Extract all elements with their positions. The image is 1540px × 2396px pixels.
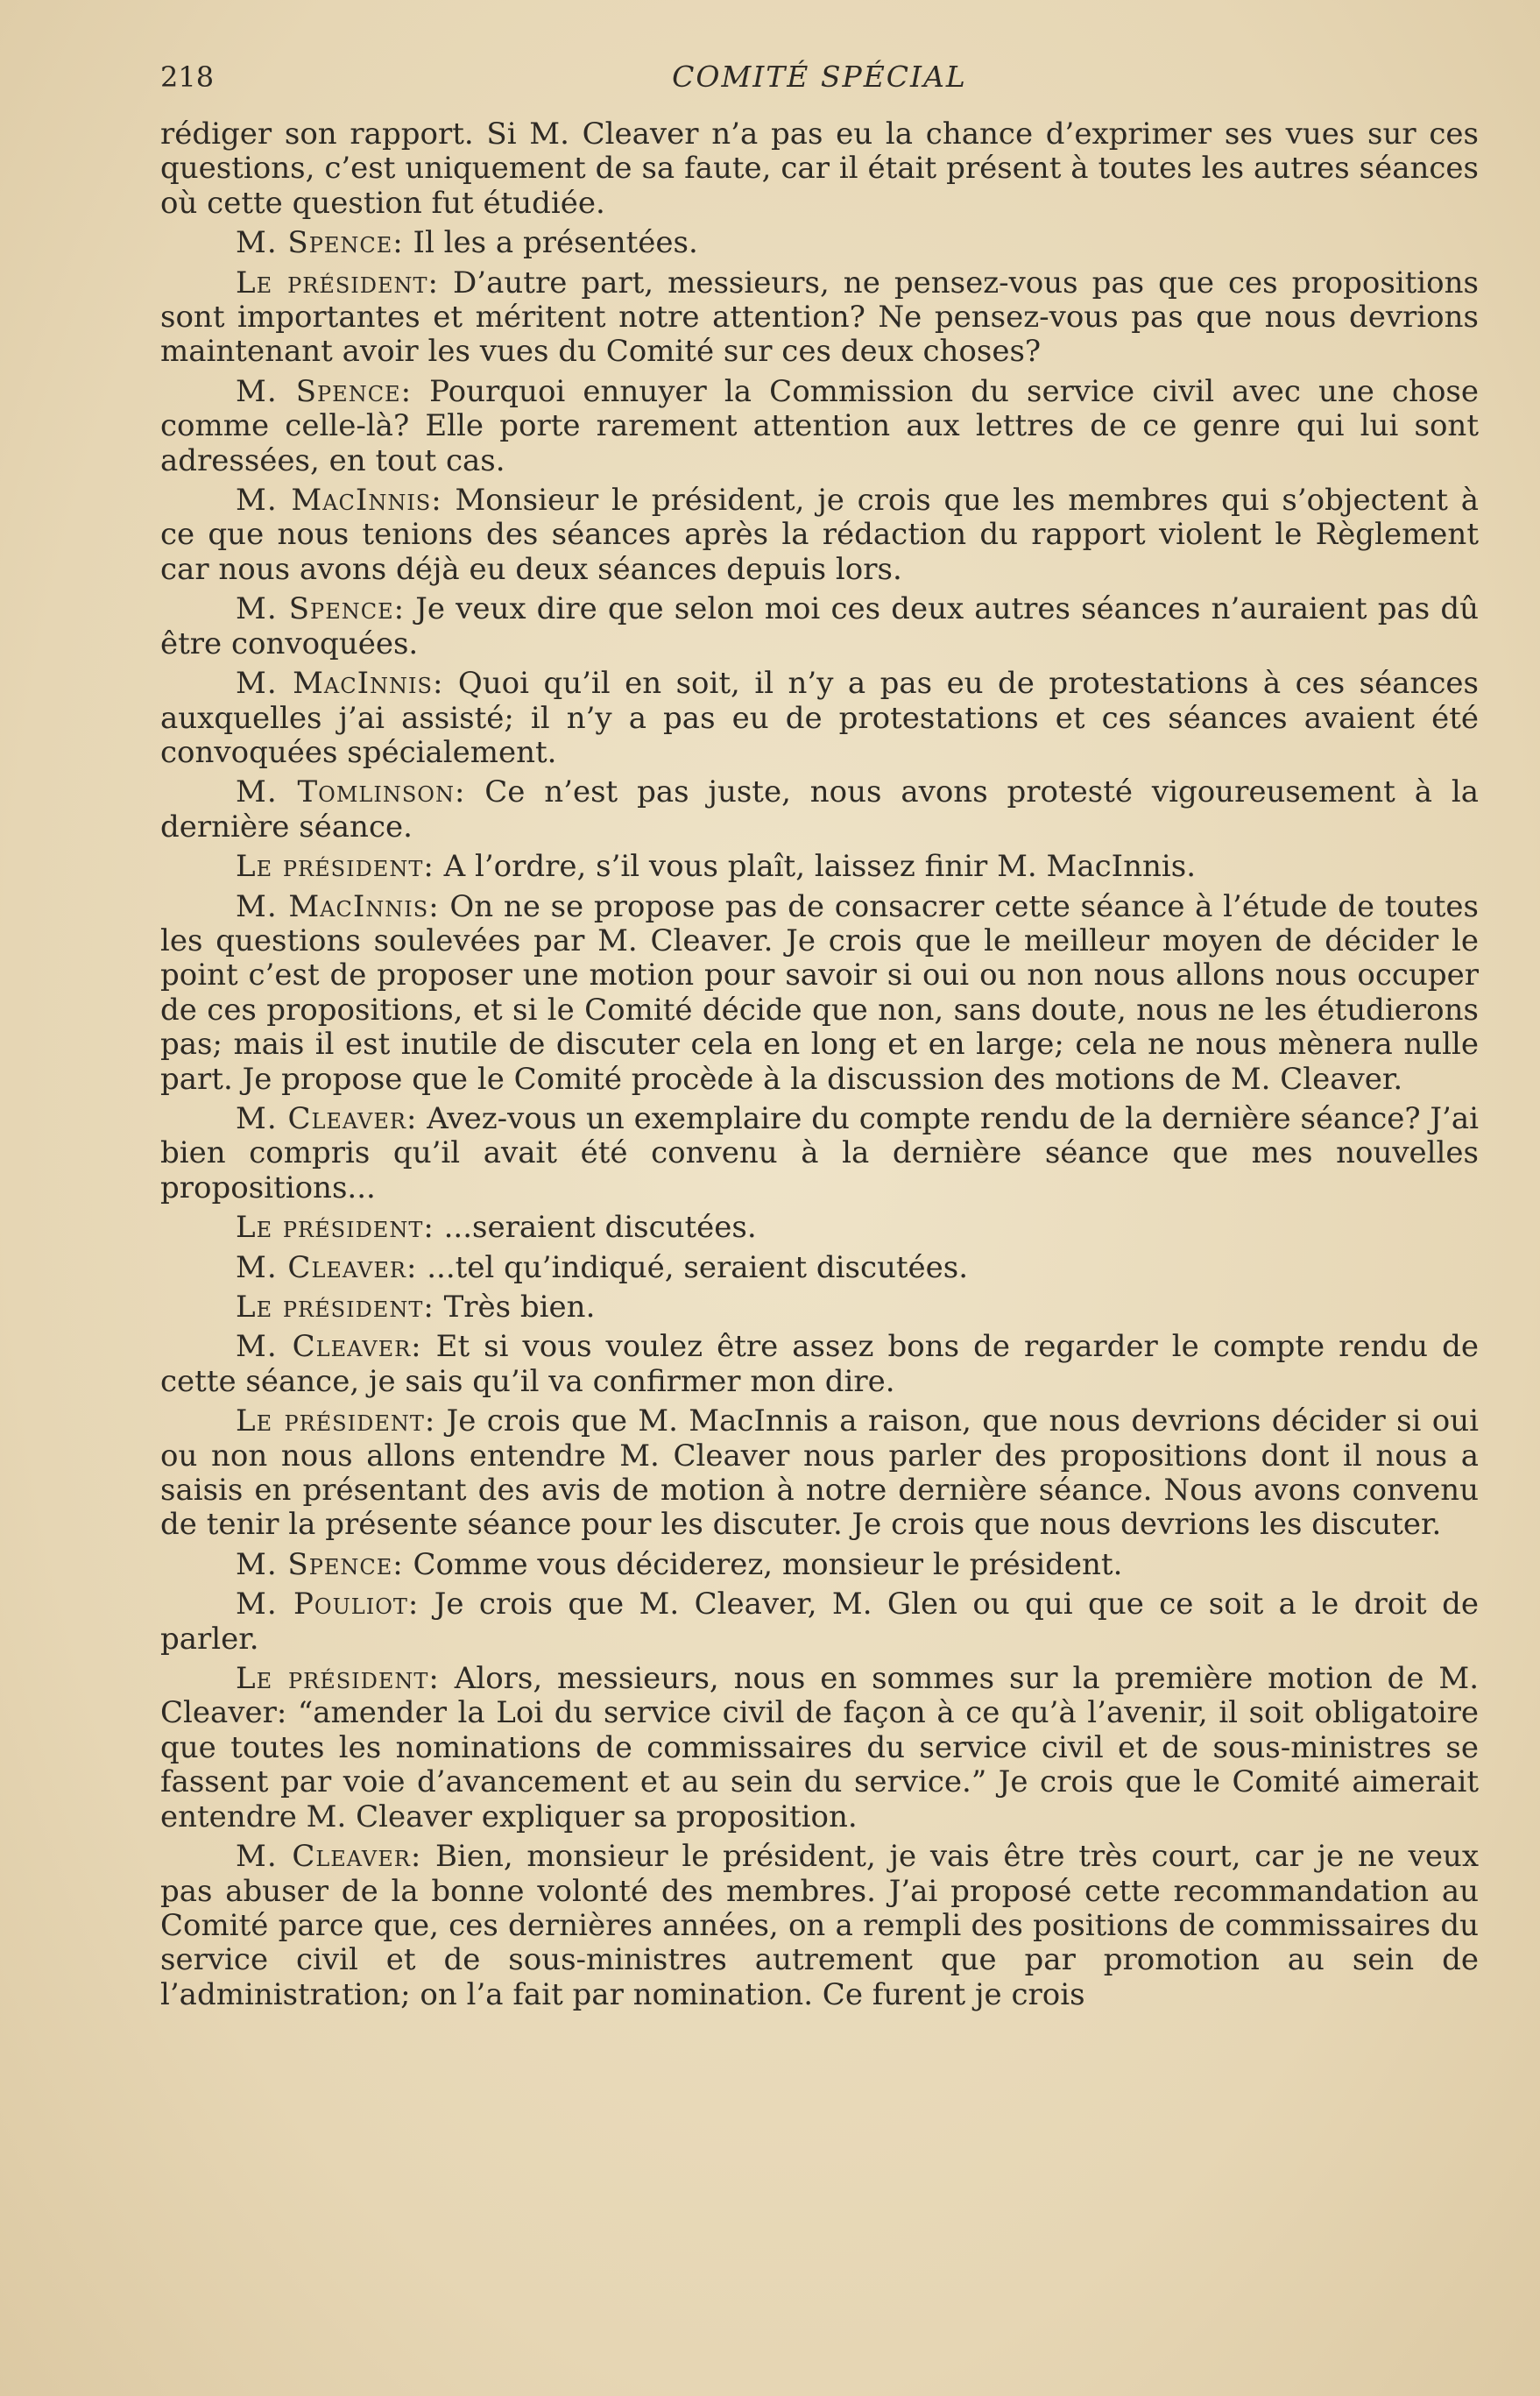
speaker-label: M. MacInnis:: [236, 888, 440, 924]
paragraph-text: D’autre part, messieurs, ne pensez-vous pas que ces propositions sont importantes et méritent notre attention? Ne pensez-vous pas que nous devrions maintenant avoir les vues du Comité sur ces deux choses?: [160, 265, 1479, 370]
speaker-label: M. Spence:: [236, 1546, 404, 1582]
speaker-label: Le président:: [236, 265, 440, 300]
paragraph-text: Je crois que M. MacInnis a raison, que nous devrions décider si oui ou non nous allons entendre M. Cleaver nous parler des propositions dont il nous a saisis en présentant des avis de motion à notre dernière séance. Nous avons convenu de tenir la présente séance pour les discuter. Je crois que nous devrions les discuter.: [160, 1403, 1479, 1543]
paragraph: [160, 1548, 1479, 1582]
paragraph: [160, 1587, 1479, 1657]
speaker-label: Le président:: [236, 1210, 434, 1246]
paragraph: [160, 1330, 1479, 1399]
paragraph-text: rédiger son rapport. Si M. Cleaver n’a pas eu la chance d’exprimer ses vues sur ces questions, c’est uniquement de sa faute, car il était présent à toutes les autres séances où cette question fut étudiée.: [160, 117, 1479, 221]
speaker-label: M. Cleaver:: [236, 1329, 422, 1365]
speaker-label: M. Spence:: [236, 591, 406, 627]
paragraph-text: Monsieur le président, je crois que les membres qui s’objectent à ce que nous tenions des séances après la rédaction du rapport violent le Règlement car nous avons déjà eu deux séances depuis lors.: [160, 483, 1479, 587]
speaker-label: M. Cleaver:: [236, 1100, 418, 1136]
paragraph-text: Quoi qu’il en soit, il n’y a pas eu de protestations à ces séances auxquelles j’ai assisté; il n’y a pas eu de protestations et ces séances avaient été convoquées spécialement.: [160, 666, 1479, 770]
paragraph: [160, 1102, 1479, 1205]
paragraph-text: Pourquoi ennuyer la Commission du service civil avec une chose comme celle-là? Elle porte rarement attention aux lettres de ce genre qui lui sont adressées, en tout cas.: [160, 373, 1479, 478]
paragraph-text: Ce n’est pas juste, nous avons protesté vigoureusement à la dernière séance.: [160, 774, 1479, 845]
paragraph-text: Avez-vous un exemplaire du compte rendu de la dernière séance? J’ai bien compris qu’il avait été convenu à la dernière séance que mes nouvelles propositions...: [160, 1100, 1480, 1205]
running-head: [160, 51, 1479, 103]
paragraph: [160, 1662, 1479, 1834]
speaker-label: M. MacInnis:: [236, 483, 442, 519]
speaker-label: M. Tomlinson:: [236, 774, 466, 810]
paragraph: [160, 1840, 1479, 2012]
document-page: [160, 51, 1479, 2018]
paragraph-text: Alors, messieurs, nous en sommes sur la première motion de M. Cleaver: “amender la Loi du service civil de façon à ce qu’à l’avenir, il soit obligatoire que toutes les nominations de commissaires du service civil et de sous-ministres se fassent par voie d’avancement et au sein du service.” Je crois que le Comité aimerait entendre M. Cleaver expliquer sa proposition.: [160, 1661, 1479, 1834]
speaker-label: M. Cleaver:: [236, 1839, 422, 1875]
speaker-label: Le président:: [236, 1403, 436, 1439]
header-title: COMITÉ SPÉCIAL: [672, 60, 967, 94]
paragraph: [160, 266, 1479, 370]
speaker-label: M. Cleaver:: [236, 1249, 418, 1285]
speaker-label: M. Spence:: [236, 373, 413, 409]
paragraph-text: Je veux dire que selon moi ces deux autres séances n’auraient pas dû être convoquées.: [160, 591, 1479, 661]
paragraph: [160, 1404, 1479, 1543]
paragraph-text: Et si vous voulez être assez bons de regarder le compte rendu de cette séance, je sais qu’il va confirmer mon dire.: [160, 1329, 1479, 1399]
speaker-label: Le président:: [236, 1290, 434, 1325]
paragraph-text: On ne se propose pas de consacrer cette séance à l’étude de toutes les questions soulevées par M. Cleaver. Je crois que le meilleur moyen de décider le point c’est de proposer une motion pour savoir si oui ou non nous allons nous occuper de ces propositions, et si le Comité décide que non, sans doute, nous ne les étudierons pas; mais il est inutile de discuter cela en long et en large; cela ne nous mènera nulle part. Je propose que le Comité procède à la discussion des motions de M. Cleaver.: [160, 888, 1479, 1097]
paragraph: [160, 226, 1479, 260]
speaker-label: Le président:: [236, 849, 434, 885]
paragraph-text: Très bien.: [434, 1290, 596, 1325]
paragraph-text: A l’ordre, s’il vous plaît, laissez finir M. MacInnis.: [434, 849, 1197, 885]
speaker-label: M. MacInnis:: [236, 666, 444, 702]
paragraph-text: ...seraient discutées.: [434, 1210, 757, 1246]
paragraph-text: ...tel qu’indiqué, seraient discutées.: [417, 1249, 969, 1285]
paragraph-text: Il les a présentées.: [403, 225, 698, 261]
paragraph: [160, 117, 1479, 221]
body-text: [160, 117, 1479, 2012]
speaker-label: M. Spence:: [236, 225, 404, 261]
paragraph: [160, 1211, 1479, 1245]
paragraph-text: Bien, monsieur le président, je vais être très court, car je ne veux pas abuser de la bonne volonté des membres. J’ai proposé cette recommandation au Comité parce que, ces dernières années, on a rempli des positions de commissaires du service civil et de sous-ministres autrement que par promotion au sein de l’administration; on l’a fait par nomination. Ce furent je crois: [160, 1839, 1480, 2012]
paragraph-text: Comme vous déciderez, monsieur le président.: [403, 1546, 1123, 1582]
paragraph: [160, 592, 1479, 661]
paragraph: [160, 375, 1479, 478]
paragraph-text: Je crois que M. Cleaver, M. Glen ou qui que ce soit a le droit de parler.: [160, 1587, 1479, 1657]
paragraph: [160, 667, 1479, 770]
speaker-label: Le président:: [236, 1661, 440, 1697]
paragraph: [160, 775, 1479, 845]
speaker-label: M. Pouliot:: [236, 1587, 420, 1622]
paragraph: [160, 484, 1479, 587]
page-number: 218: [160, 60, 215, 94]
paragraph: [160, 890, 1479, 1097]
paragraph: [160, 850, 1479, 884]
paragraph: [160, 1251, 1479, 1285]
paragraph: [160, 1290, 1479, 1325]
